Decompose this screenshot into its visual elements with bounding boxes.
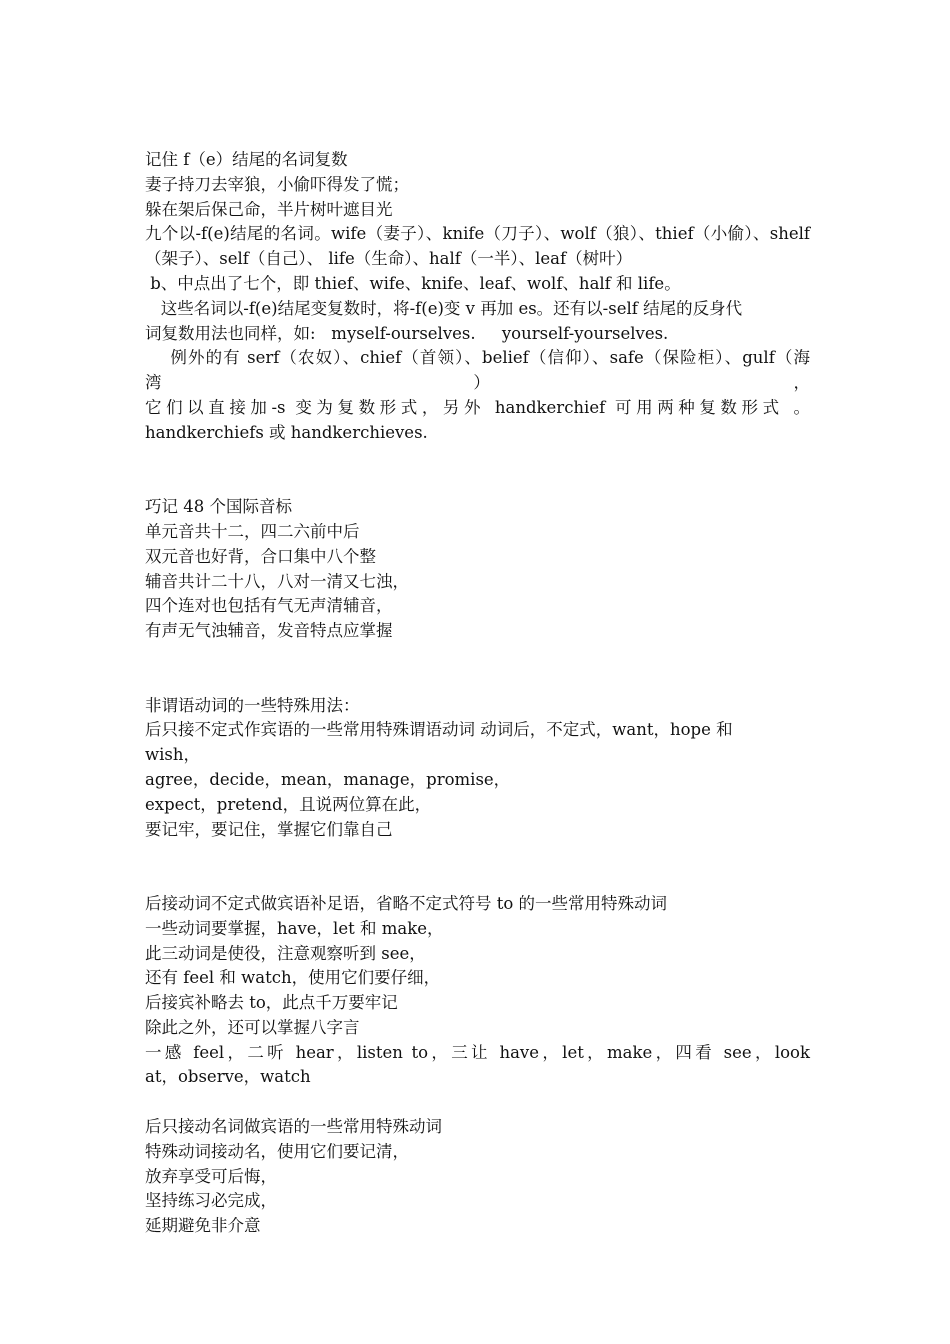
text-line: 双元音也好背，合口集中八个整 xyxy=(145,546,376,566)
text-line: 单元音共十二，四二六前中后 xyxy=(145,521,360,541)
text-line: 一些动词要掌握，have，let 和 make， xyxy=(145,918,444,938)
text-line: （架子）、self（自己）、 life（生命）、half（一半）、leaf（树叶） xyxy=(145,249,633,269)
section-title: 非谓语动词的一些特殊用法： xyxy=(145,695,360,715)
text-line: 辅音共计二十八，八对一清又七浊， xyxy=(145,571,409,591)
text-line: 特殊动词接动名，使用它们要记清， xyxy=(145,1141,409,1161)
section-bare-infinitive-verbs xyxy=(145,892,810,1090)
text-line: 妻子持刀去宰狼，小偷吓得发了慌； xyxy=(145,174,409,194)
text-line: 一感 feel，二听 hear，listen to，三让 have，let，make，四看 see，look xyxy=(145,1042,810,1062)
text-line: handkerchiefs 或 handkerchieves. xyxy=(145,422,428,442)
text-line: 例外的有 serf（农奴）、chief（首领）、belief（信仰）、safe（保险柜）、gulf（海湾）， xyxy=(145,348,810,393)
text-line: agree，decide，mean，manage，promise， xyxy=(145,769,511,789)
text-line: 还有 feel 和 watch，使用它们要仔细， xyxy=(145,968,441,988)
text-line: 九个以-f(e)结尾的名词。wife（妻子）、knife（刀子）、wolf（狼）、thief（小偷）、shelf xyxy=(145,224,810,244)
text-line: 词复数用法也同样，如: myself-ourselves. yourself-yourselves. xyxy=(145,323,669,343)
section-f-e-plurals xyxy=(145,148,810,446)
text-line: b、中点出了七个，即 thief、wife、knife、leaf、wolf、half 和 life。 xyxy=(145,273,681,293)
section-non-finite-verbs xyxy=(145,694,810,843)
section-title: 后接动词不定式做宾语补足语，省略不定式符号 to 的一些常用特殊动词 xyxy=(145,893,668,913)
text-line: 放弃享受可后悔， xyxy=(145,1166,277,1186)
text-line: 延期避免非介意 xyxy=(145,1216,261,1236)
spacer xyxy=(145,1090,810,1115)
text-line: 它们以直接加-s 变为复数形式，另外 handkerchief 可用两种复数形式 。 xyxy=(145,397,810,417)
spacer xyxy=(145,842,810,892)
text-line: expect，pretend，且说两位算在此， xyxy=(145,794,432,814)
text-line: 这些名词以-f(e)结尾变复数时，将-f(e)变 v 再加 es。还有以-self 结尾的反身代 xyxy=(145,298,743,318)
section-title: 巧记 48 个国际音标 xyxy=(145,497,292,517)
text-line: 后接宾补略去 to，此点千万要牢记 xyxy=(145,993,398,1013)
section-phonetics xyxy=(145,495,810,644)
text-line: wish， xyxy=(145,745,200,765)
text-line: 后只接不定式作宾语的一些常用特殊谓语动词 动词后，不定式，want，hope 和 xyxy=(145,720,733,740)
spacer xyxy=(145,644,810,694)
section-title: 记住 f（e）结尾的名词复数 xyxy=(145,150,348,169)
section-title: 后只接动名词做宾语的一些常用特殊动词 xyxy=(145,1117,442,1137)
document-page xyxy=(145,148,810,1239)
spacer xyxy=(145,446,810,496)
text-line: 躲在架后保己命，半片树叶遮目光 xyxy=(145,199,393,219)
text-line: 除此之外，还可以掌握八字言 xyxy=(145,1017,360,1037)
text-line: 坚持练习必完成， xyxy=(145,1191,277,1211)
text-line: 要记牢，要记住，掌握它们靠自己 xyxy=(145,819,393,839)
text-line: 此三动词是使役，注意观察听到 see， xyxy=(145,943,426,963)
text-line: 有声无气浊辅音，发音特点应掌握 xyxy=(145,621,393,641)
text-line: 四个连对也包括有气无声清辅音， xyxy=(145,596,393,616)
text-line: at，observe，watch xyxy=(145,1067,311,1087)
section-gerund-verbs xyxy=(145,1115,810,1239)
